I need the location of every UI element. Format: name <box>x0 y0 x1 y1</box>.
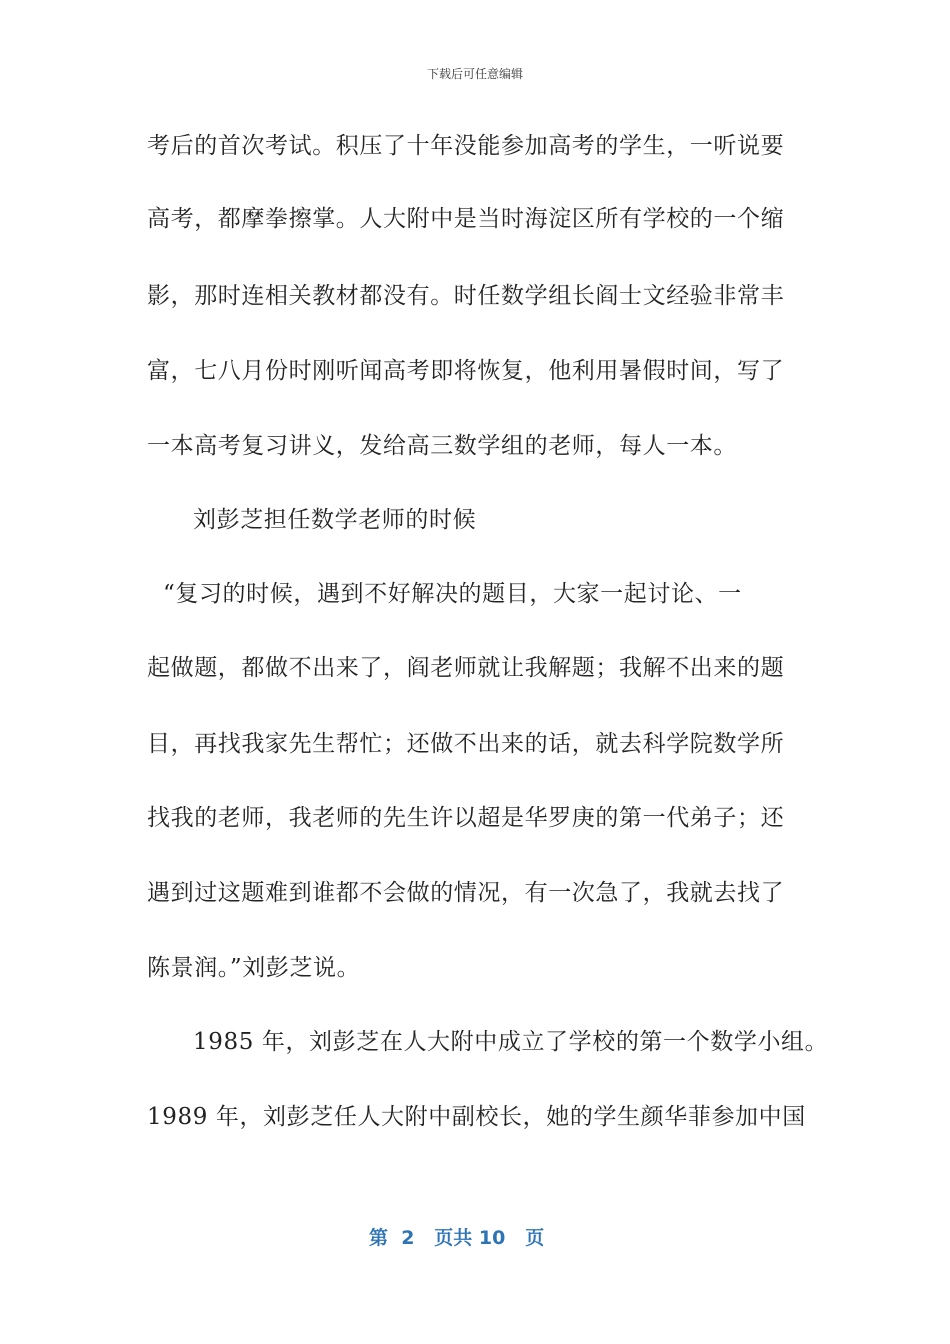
page-footer: 第 2 页共 10 页 <box>369 1227 545 1249</box>
body-line: 1985 年，刘彭芝在人大附中成立了学校的第一个数学小组。 <box>193 1029 829 1055</box>
body-line: 陈景润。”刘彭芝说。 <box>147 955 361 981</box>
body-line: 起做题，都做不出来了，阎老师就让我解题；我解不出来的题 <box>147 655 785 681</box>
body-line: 考后的首次考试。积压了十年没能参加高考的学生，一听说要 <box>147 133 785 159</box>
body-line: 影，那时连相关教材都没有。时任数学组长阎士文经验非常丰 <box>147 283 785 309</box>
body-line: 遇到过这题难到谁都不会做的情况，有一次急了，我就去找了 <box>147 880 785 906</box>
body-line: 一本高考复习讲义，发给高三数学组的老师，每人一本。 <box>147 433 737 459</box>
body-line: “复习的时候，遇到不好解决的题目，大家一起讨论、一 <box>163 581 742 607</box>
body-line: 1989 年，刘彭芝任人大附中副校长，她的学生颜华菲参加中国 <box>147 1104 806 1130</box>
body-line: 高考，都摩拳擦掌。人大附中是当时海淀区所有学校的一个缩 <box>147 206 785 232</box>
body-line: 目，再找我家先生帮忙；还做不出来的话，就去科学院数学所 <box>147 731 785 757</box>
body-line: 富，七八月份时刚听闻高考即将恢复，他利用暑假时间，写了 <box>147 358 785 384</box>
body-line: 找我的老师，我老师的先生许以超是华罗庚的第一代弟子；还 <box>147 805 785 831</box>
page-header: 下载后可任意编辑 <box>426 67 523 81</box>
subheading-line: 刘彭芝担任数学老师的时候 <box>193 507 477 533</box>
